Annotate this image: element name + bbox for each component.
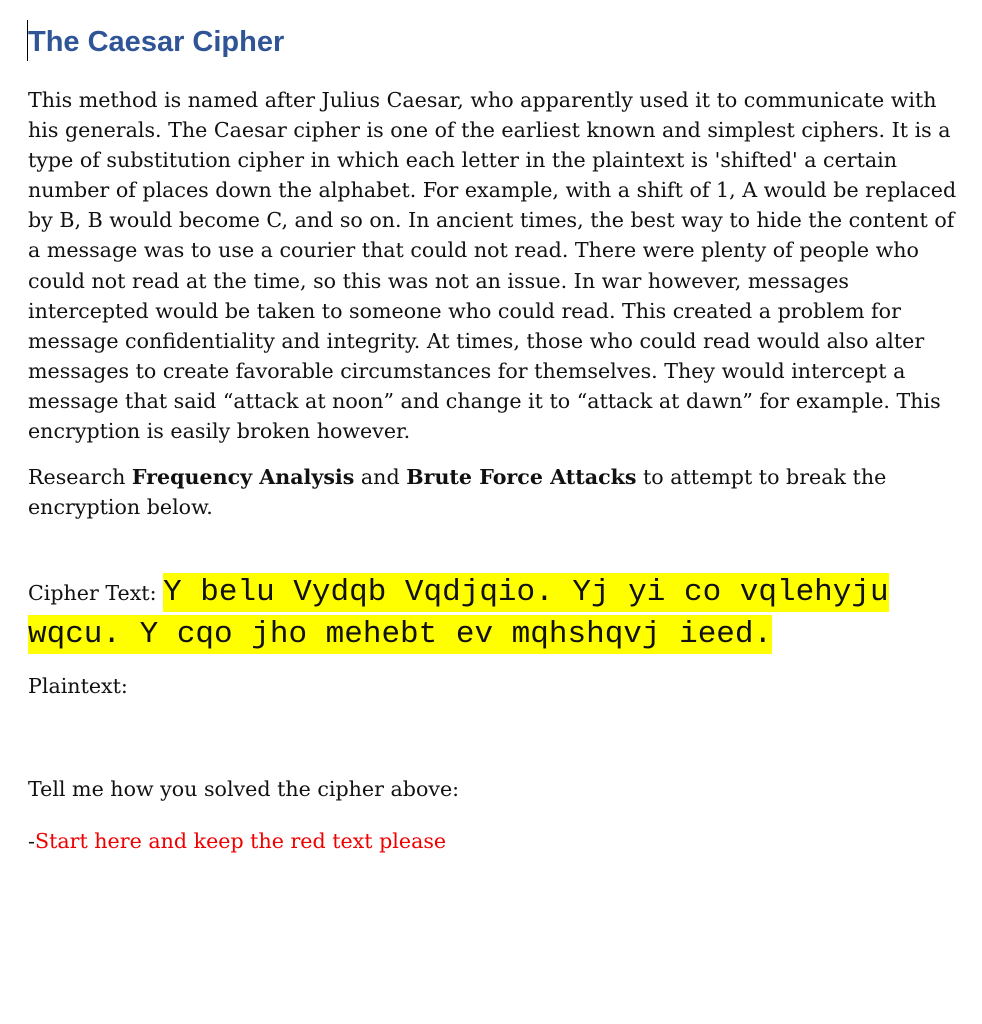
solution-question: Tell me how you solved the cipher above: [28,777,460,802]
answer-dash: - [28,828,35,853]
research-suffix: to attempt to break the encryption below. [28,465,887,520]
answer-line[interactable] [28,826,958,856]
research-paragraph [28,462,958,522]
cipher-text-label: Cipher Text: [28,581,164,606]
cipher-text-paragraph [28,574,958,657]
research-prefix: Research [28,465,132,490]
intro-paragraph: This method is named after Julius Caesar, who apparently used it to communicate with his generals. The Caesar cipher is one of the earliest known and simplest ciphers. It is a type of substitution cipher in which each letter in the plaintext is 'shifted' a certain number of places down the alphabet. For example, with a shift of 1, A would be replaced by B, B would become C, and so on. In ancient times, the best way to hide the content of a message was to use a courier that could not read. There were plenty of people who could not read at the time, so this was not an issue. In war however, messages intercepted would be taken to someone who could read. This created a problem for message confidentiality and integrity. At times, those who could read would also alter messages to create favorable circumstances for themselves. They would intercept a message that said “attack at noon” and change it to “attack at dawn” for example. This encryption is easily broken however. [28,88,957,444]
document-title: The Caesar Cipher [28,26,285,58]
answer-prompt-red-text: Start here and keep the red text please [34,828,447,853]
research-term-brute-force: Brute Force Attacks [406,465,637,490]
plaintext-label: Plaintext: [28,674,128,699]
document-page[interactable] [28,20,958,856]
cipher-text-highlighted: Y belu Vydqb Vqdjqio. Yj yi co vqlehyju wqcu. Y cqo jho mehebt ev mqhshqvj ieed. [28,575,889,652]
research-middle: and [354,465,407,490]
research-term-frequency-analysis: Frequency Analysis [131,465,355,490]
